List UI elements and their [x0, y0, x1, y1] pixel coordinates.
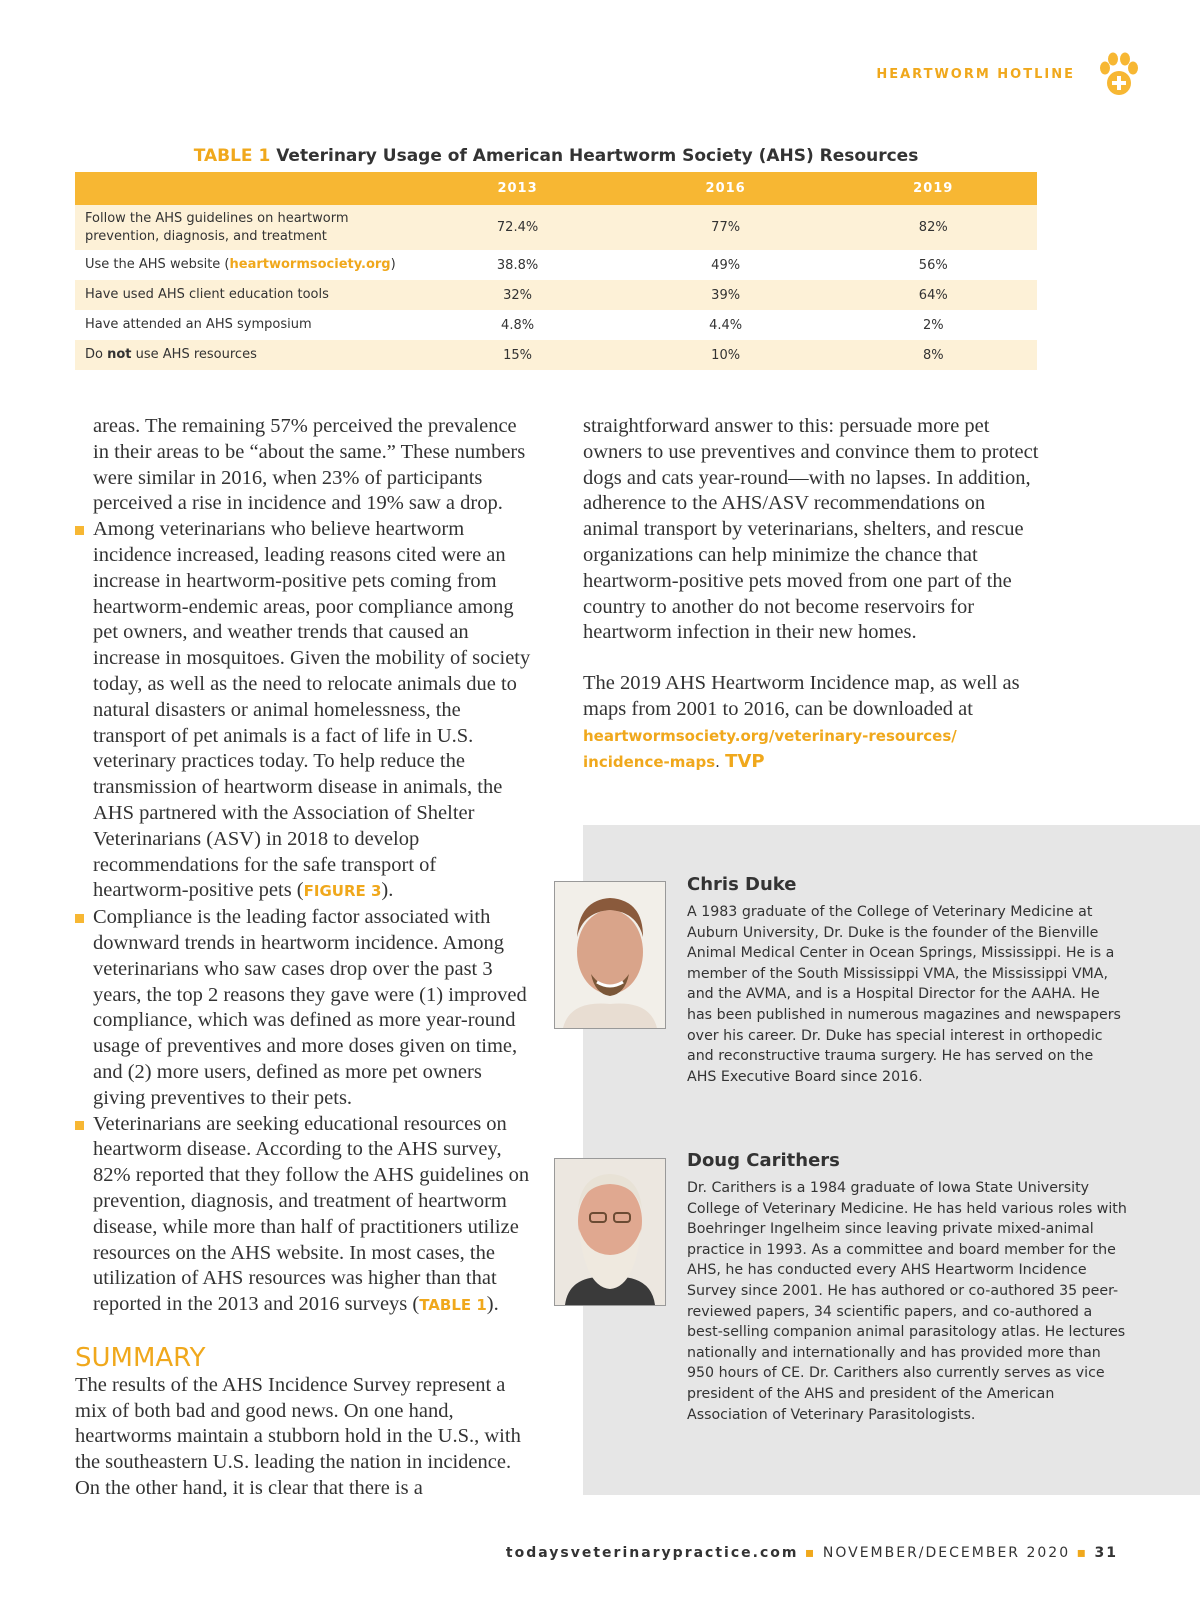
column-header: 2016	[622, 172, 830, 205]
bullet-square-icon	[75, 1121, 84, 1130]
paw-plus-icon	[1096, 52, 1142, 98]
cell-value: 56%	[918, 257, 948, 273]
table-label: TABLE 1	[193, 146, 271, 166]
section-label: HEARTWORM HOTLINE	[876, 67, 1075, 82]
page-number: 31	[1094, 1545, 1118, 1561]
table-caption	[75, 146, 1037, 166]
cell-value: 38.8%	[496, 257, 539, 273]
website-link[interactable]: heartwormsociety.org	[229, 257, 391, 272]
cell-value: 39%	[622, 280, 830, 310]
link-period: .	[715, 752, 720, 771]
author-photo-carithers	[554, 1158, 666, 1306]
table-header-row	[75, 172, 1037, 205]
column-header: 2019	[830, 172, 1037, 205]
footer-separator-icon: ▪	[804, 1545, 817, 1561]
cell-value: 10%	[622, 340, 830, 370]
bullet-text: Veterinarians are seeking educational resources on heartworm disease. According to the AHS survey, 82% reported that they follow the AHS guidelines on prevention, diagnosis, and treatment of heartworm disease, while more than half of practitioners utilize resources on the AHS website. In most cases, the utilization of AHS resources was higher than that reported in the 2013 and 2016 surveys (	[93, 1112, 530, 1316]
maps-link[interactable]: heartwormsociety.org/veterinary-resources/	[583, 726, 957, 745]
table-row	[75, 340, 1037, 370]
cell-value: 72.4%	[413, 205, 621, 250]
left-column	[75, 414, 535, 1502]
row-label-suffix: use AHS resources	[131, 347, 257, 362]
table-header-blank	[75, 172, 413, 205]
bullet-text-end: ).	[486, 1293, 499, 1316]
summary-heading: SUMMARY	[75, 1342, 206, 1373]
row-label: Have attended an AHS symposium	[85, 317, 312, 332]
row-label-prefix: Use the AHS website (	[85, 257, 230, 272]
maps-link-end[interactable]: incidence-maps	[583, 752, 716, 771]
bullet-square-icon	[75, 914, 84, 923]
author-bio-text: Dr. Carithers is a 1984 graduate of Iowa State University College of Veterinary Medicine. He has held various roles with Boehringer Ingelheim since leaving private mixed-animal practice in 1993. As a committee and board member for the AHS, he has conducted every AHS Heartworm Incidence Survey since 2001. He has authored or co-authored 35 peer-reviewed papers, 34 scientific papers, and co-authored a best-selling companion animal parasitology atlas. He lectures nationally and internationally and has provided more than 950 hours of CE. Dr. Carithers also currently serves as vice president of the AHS and president of the American Association of Veterinary Parasitologists.	[687, 1180, 1127, 1423]
cell-value: 82%	[830, 205, 1037, 250]
bio-doug-carithers	[687, 1150, 1127, 1425]
cell-value: 2%	[922, 317, 944, 333]
row-label: Follow the AHS guidelines on heartworm prevention, diagnosis, and treatment	[75, 205, 413, 250]
table-title: Veterinary Usage of American Heartworm Society (AHS) Resources	[276, 146, 919, 166]
bio-chris-duke	[687, 874, 1127, 1087]
right-column	[583, 414, 1043, 775]
tvp-end-mark: TVP	[725, 750, 765, 772]
table-row	[75, 250, 1037, 280]
figure-ref-link[interactable]: FIGURE 3	[303, 882, 382, 901]
cell-value: 4.4%	[709, 317, 743, 333]
column-header: 2013	[413, 172, 621, 205]
bullet-text: Among veterinarians who believe heartworm incidence increased, leading reasons cited were an increase in heartworm-positive pets coming from heartworm-endemic areas, poor compliance among pet owners, and weather trends that caused an increase in mosquitoes. Given the mobility of society today, as well as the need to relocate animals due to natural disasters or animal homelessness, the transport of pet animals is a fact of life in U.S. veterinary practices today. To help reduce the transmission of heartworm disease in animals, the AHS partnered with the Association of Shelter Veterinarians (ASV) in 2018 to develop recommendations for the safe transport of heartworm-positive pets (	[93, 518, 531, 902]
bullet-text-end: ).	[381, 879, 394, 902]
summary-paragraph: The results of the AHS Incidence Survey represent a mix of both bad and good news. On one hand, heartworms maintain a stubborn hold in the U.S., with the southeastern U.S. leading the nation in incidence. On the other hand, it is clear that there is a	[75, 1373, 521, 1500]
row-label	[75, 250, 413, 280]
author-name: Doug Carithers	[687, 1150, 840, 1171]
cell-value: 77%	[622, 205, 830, 250]
table-row	[75, 280, 1037, 310]
paragraph: straightforward answer to this: persuade more pet owners to use preventives and convince them to protect dogs and cats year-round—with no lapses. In addition, adherence to the AHS/ASV recommendations on animal transport by veterinarians, shelters, and rescue organizations can help minimize the chance that heartworm-positive pets moved from one part of the country to another do not become reservoirs for heartworm infection in their new homes.	[583, 415, 1039, 644]
author-photo-duke	[554, 881, 666, 1029]
cell-value: 4.8%	[501, 317, 535, 333]
bullet-item	[75, 905, 535, 1111]
bullet-item	[75, 1112, 535, 1319]
page-footer	[506, 1545, 1118, 1561]
maps-link-line2	[583, 749, 1043, 775]
cell-value: 64%	[830, 280, 1037, 310]
row-label-suffix: )	[390, 257, 396, 272]
cell-value: 32%	[413, 280, 621, 310]
cell-value: 49%	[711, 257, 741, 273]
bullet-text: Compliance is the leading factor associated with downward trends in heartworm incidence. Among veterinarians who saw cases drop over the past 3 years, the top 2 reasons they gave were (1) improved compliance, which was defined as more year-round usage of preventives and more doses given on time, and (2) more users, defined as more pet owners giving preventives to their pets.	[93, 906, 527, 1109]
bullet-square-icon	[75, 526, 84, 535]
paragraph: The 2019 AHS Heartworm Incidence map, as well as maps from 2001 to 2016, can be downloaded at	[583, 672, 1020, 720]
footer-issue: NOVEMBER/DECEMBER 2020	[822, 1545, 1071, 1561]
cell-value: 8%	[830, 340, 1037, 370]
table-ref-link[interactable]: TABLE 1	[419, 1296, 487, 1315]
row-label-prefix: Do	[85, 347, 108, 362]
cell-value: 15%	[413, 340, 621, 370]
table-row	[75, 310, 1037, 340]
row-label-bold: not	[107, 347, 132, 362]
paragraph: areas. The remaining 57% perceived the prevalence in their areas to be “about the same.” These numbers were similar in 2016, when 23% of participants perceived a rise in incidence and 19% saw a drop.	[93, 415, 526, 515]
bullet-item	[75, 517, 535, 905]
table-row	[75, 205, 1037, 250]
usage-table	[75, 172, 1037, 370]
row-label	[75, 340, 413, 370]
author-bio-text: A 1983 graduate of the College of Veterinary Medicine at Auburn University, Dr. Duke is the founder of the Bienville Animal Medical Center in Ocean Springs, Mississippi. He is a member of the South Mississippi VMA, the Mississippi VMA, and the AVMA, and is a Hospital Director for the AAHA. He has been published in numerous magazines and newspapers over his career. Dr. Duke has special interest in orthopedic and reconstructive trauma surgery. He has served on the AHS Executive Board since 2016.	[687, 904, 1121, 1085]
author-name: Chris Duke	[687, 874, 797, 895]
footer-site[interactable]: todaysveterinarypractice.com	[505, 1545, 799, 1561]
row-label: Have used AHS client education tools	[75, 280, 413, 310]
footer-separator-icon: ▪	[1076, 1545, 1089, 1561]
